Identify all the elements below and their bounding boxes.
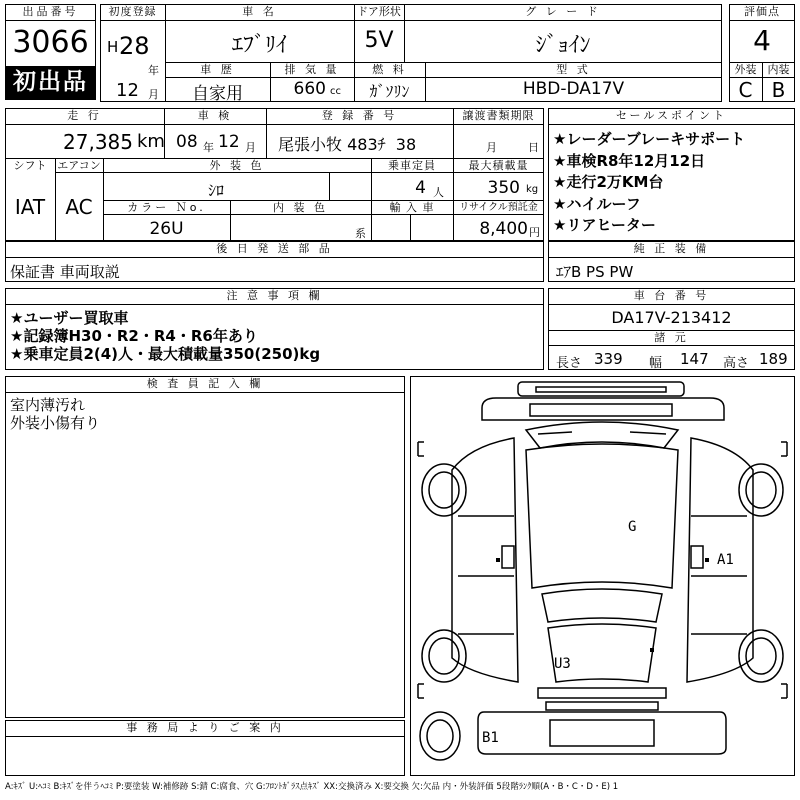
inspector-line: 室内薄汚れ (10, 396, 86, 414)
displacement: 660 (293, 79, 326, 99)
int-color-label: 内 装 色 (273, 201, 328, 214)
max-load-unit: kg (526, 184, 539, 195)
damage-mark-u3: U3 (554, 656, 571, 672)
inspector-notes (10, 396, 100, 432)
ext-color-label: 外 装 色 (209, 159, 265, 172)
transfer-label: 譲渡書類期限 (462, 109, 535, 122)
transfer-month-unit: 月 (486, 141, 497, 154)
accessories-label: 後 日 発 送 部 品 (216, 242, 333, 255)
office-label: 事 務 局 よ り ご 案 内 (126, 721, 284, 734)
equipment: ｴｱB PS PW (556, 263, 634, 281)
insp-year: 08 (176, 132, 198, 152)
ac: AC (65, 195, 93, 219)
capacity-unit: 人 (433, 186, 444, 199)
dims-label: 諸 元 (654, 331, 689, 344)
fuel: ｶﾞｿﾘﾝ (369, 82, 410, 101)
door-label: ドア形状 (357, 5, 401, 18)
first-reg-year: 28 (119, 32, 150, 60)
exterior-score: C (738, 78, 753, 102)
model-label: 型 式 (556, 63, 591, 76)
note-item: ★乗車定員2(4)人・最大積載量350(250)kg (10, 345, 321, 363)
sales-point: ★ハイルーフ (553, 194, 641, 213)
grade: ｼﾞｮｲﾝ (535, 33, 591, 58)
note-item: ★記録簿H30・R2・R4・R6年あり (10, 327, 258, 345)
first-reg-label: 初度登録 (108, 5, 157, 18)
ext-color: ｼﾛ (207, 181, 224, 200)
sales-point: ★レーダーブレーキサポート (553, 130, 746, 148)
exterior-label: 外装 (734, 63, 757, 76)
notes-label: 注 意 事 項 欄 (226, 289, 323, 302)
inspector-label: 検 査 員 記 入 欄 (146, 377, 264, 390)
damage-mark-a1: A1 (717, 552, 734, 568)
chassis-number: DA17V-213412 (611, 308, 732, 327)
damage-mark-g: G (628, 519, 637, 535)
recycle-fee: 8,400 (479, 219, 528, 239)
insp-year-unit: 年 (203, 141, 214, 154)
model: HBD-DA17V (522, 79, 625, 99)
inspector-line: 外装小傷有り (10, 414, 101, 432)
notes-list (10, 309, 540, 363)
ac-label: エアコン (57, 159, 101, 172)
year-unit: 年 (148, 64, 159, 77)
car-name: ｴﾌﾞﾘｲ (231, 33, 287, 58)
shift: IAT (14, 195, 46, 219)
import-label: 輸 入 車 (389, 201, 435, 214)
color-no: 26U (149, 219, 184, 239)
mileage-label: 走 行 (67, 109, 102, 122)
mileage-unit: km (137, 131, 165, 152)
length-label: 長さ (556, 356, 583, 371)
length: 339 (594, 350, 623, 368)
max-load-label: 最大積載量 (468, 159, 529, 172)
max-load: 350 (487, 178, 520, 198)
accessories: 保証書 車両取説 (10, 263, 120, 281)
door-type: 5V (364, 28, 394, 53)
damage-mark-b1: B1 (482, 730, 499, 746)
first-listing-badge: 初出品 (6, 66, 95, 99)
grade-label: グ レ ー ド (525, 5, 601, 18)
mileage: 27,385 (63, 130, 133, 154)
note-item: ★ユーザー買取車 (10, 309, 129, 327)
recycle-unit: 円 (529, 226, 540, 239)
width-label: 幅 (649, 356, 663, 371)
height: 189 (759, 350, 788, 368)
int-color-suffix: 系 (355, 227, 366, 240)
interior-score: B (771, 78, 786, 102)
equipment-label: 純 正 装 備 (633, 242, 710, 255)
shift-label: シフト (13, 159, 47, 172)
history-label: 車 歴 (200, 63, 235, 76)
first-reg-month: 12 (116, 80, 139, 101)
recycle-label: リサイクル預託金 (459, 202, 538, 213)
sales-point: ★リアヒーター (553, 216, 656, 234)
capacity-label: 乗車定員 (388, 159, 436, 172)
displacement-unit: cc (330, 86, 341, 97)
month-unit: 月 (148, 88, 159, 101)
score-label: 評価点 (744, 5, 780, 18)
score: 4 (753, 24, 771, 57)
width: 147 (680, 350, 709, 368)
inspection-label: 車 検 (197, 109, 233, 122)
history: 自家用 (192, 84, 243, 104)
insp-month: 12 (218, 132, 240, 152)
fuel-label: 燃 料 (372, 63, 407, 76)
reg-no-label: 登 録 番 号 (321, 109, 398, 122)
interior-label: 内装 (767, 63, 790, 76)
sales-points-label: セールスポイント (615, 109, 727, 122)
insp-month-unit: 月 (245, 141, 256, 154)
legend: A:ｷｽﾞ U:ﾍｺﾐ B:ｷｽﾞを伴うﾍｺﾐ P:要塗装 W:補修跡 S:錆 C:腐食、穴 G:ﾌﾛﾝﾄｶﾞﾗｽ点ｷｽﾞ XX:交換済み X:要交換 欠:欠品 内・外装評価 5段階ﾗﾝｸ順(A・B・C・D・E) 1 (5, 782, 619, 792)
car-name-label: 車 名 (242, 5, 277, 18)
displacement-label: 排 気 量 (284, 63, 340, 76)
sales-points-list (553, 129, 791, 237)
lot-number: 3066 (12, 25, 89, 60)
chassis-label: 車 台 番 号 (633, 289, 710, 302)
color-no-label: カラー Ｎo. (127, 201, 206, 214)
capacity: 4 (415, 178, 426, 198)
height-label: 高さ (723, 356, 750, 371)
lot-label: 出品番号 (22, 5, 79, 18)
transfer-day-unit: 日 (528, 141, 539, 154)
sales-point: ★走行2万KM台 (553, 173, 664, 191)
sales-point: ★車検R8年12月12日 (553, 151, 706, 170)
car-damage-diagram (410, 376, 795, 776)
reg-no: 尾張小牧 483ﾁ 38 (278, 135, 417, 154)
era-letter: H (107, 38, 119, 56)
